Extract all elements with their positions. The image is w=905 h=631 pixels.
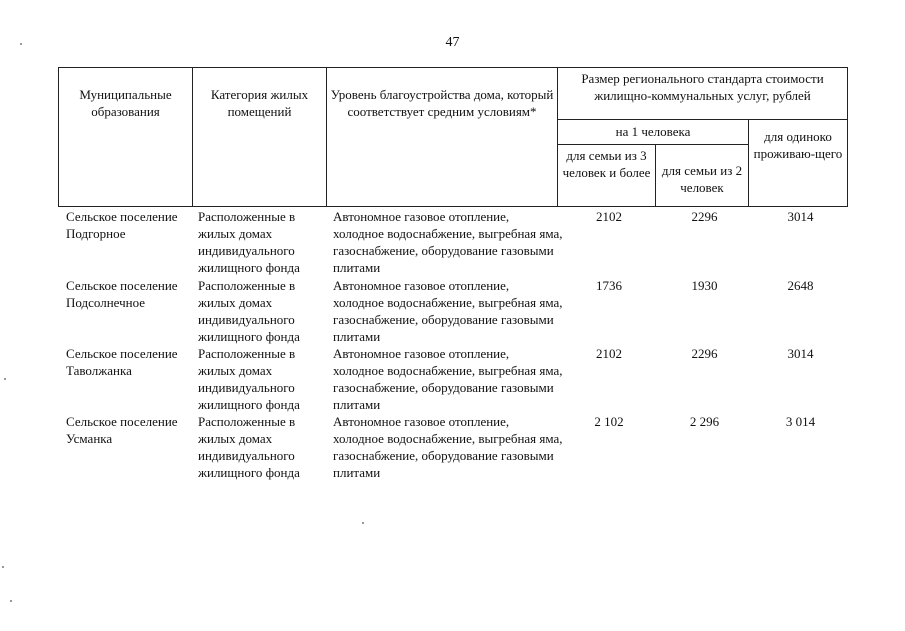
header-category: Категория жилых помещений [193,68,327,207]
single-value: 3014 [787,209,814,224]
equipment-cell: Автономное газовое отопление, холодное водоснабжение, выгребная яма, газоснабжение, оборудование газовыми плитами [333,209,563,275]
category-cell: Расположенные в жилых домах индивидуального жилищного фонда [198,346,300,412]
family-3-value: 2102 [596,209,622,224]
table-header [58,67,848,207]
scan-speck [4,378,6,380]
header-family-2: для семьи из 2 человек [656,145,749,207]
family-2-value: 2296 [691,209,718,224]
header-family-3: для семьи из 3 человек и более [558,145,656,207]
scan-speck [10,600,12,602]
single-value: 3 014 [785,414,816,429]
family-2-value: 1930 [691,278,718,293]
single-value: 2648 [787,278,814,293]
page-number: 47 [445,35,460,50]
municipality-cell: Сельское поселение Таволжанка [66,346,178,378]
family-3-value: 2102 [596,346,622,361]
municipality-cell: Сельское поселение Усманка [66,414,178,446]
municipality-cell: Сельское поселение Подсолнечное [66,278,178,310]
family-2-value: 2 296 [689,414,720,429]
header-equipment-level: Уровень благоустройства дома, который соответствует средним условиям* [327,68,558,207]
category-cell: Расположенные в жилых домах индивидуального жилищного фонда [198,209,300,275]
equipment-cell: Автономное газовое отопление, холодное водоснабжение, выгребная яма, газоснабжение, оборудование газовыми плитами [333,414,563,480]
family-2-value: 2296 [691,346,718,361]
scan-speck [20,43,22,45]
header-municipality: Муниципальные образования [59,68,193,207]
family-3-value: 1736 [596,278,622,293]
header-per-person: на 1 человека [558,120,749,145]
family-3-value: 2 102 [594,414,624,429]
header-standard-size: Размер регионального стандарта стоимости жилищно-коммунальных услуг, рублей [558,68,848,120]
municipality-cell: Сельское поселение Подгорное [66,209,178,241]
scan-speck [362,522,364,524]
scan-speck [2,566,4,568]
category-cell: Расположенные в жилых домах индивидуального жилищного фонда [198,278,300,344]
header-single: для одиноко проживаю-щего [749,120,848,207]
equipment-cell: Автономное газовое отопление, холодное водоснабжение, выгребная яма, газоснабжение, оборудование газовыми плитами [333,346,563,412]
equipment-cell: Автономное газовое отопление, холодное водоснабжение, выгребная яма, газоснабжение, оборудование газовыми плитами [333,278,563,344]
single-value: 3014 [787,346,814,361]
category-cell: Расположенные в жилых домах индивидуального жилищного фонда [198,414,300,480]
